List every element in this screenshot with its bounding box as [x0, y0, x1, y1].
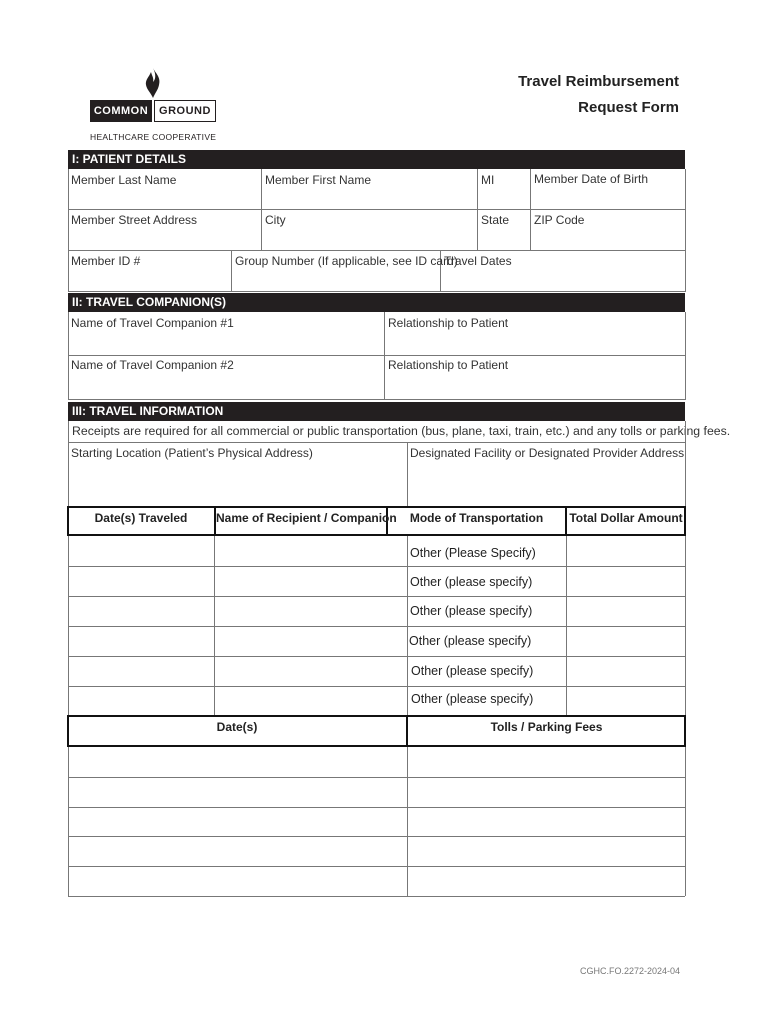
form-code: CGHC.FO.2272-2024-04	[580, 966, 681, 976]
field-companion-1-name[interactable]: Name of Travel Companion #1	[71, 316, 234, 330]
field-companion-2-relationship[interactable]: Relationship to Patient	[388, 358, 509, 372]
section-travel-companions-header: II: TRAVEL COMPANION(S)	[68, 293, 685, 312]
field-street-address[interactable]: Member Street Address	[71, 213, 198, 227]
field-starting-location[interactable]: Starting Location (Patient’s Physical Address)	[71, 446, 313, 460]
field-companion-2-name[interactable]: Name of Travel Companion #2	[71, 358, 234, 372]
logo-subtitle: HEALTHCARE COOPERATIVE	[90, 132, 217, 142]
logo	[90, 68, 218, 144]
col-toll-dates: Date(s)	[216, 720, 258, 734]
form-title-line1: Travel Reimbursement	[518, 73, 679, 90]
field-city[interactable]: City	[265, 213, 286, 227]
form-title-line2: Request Form	[578, 99, 679, 116]
col-mode-transport: Mode of Transportation	[409, 511, 544, 525]
mode-select-row3[interactable]: Other (please specify)	[410, 604, 533, 618]
flame-icon	[142, 68, 164, 98]
field-zip-code[interactable]: ZIP Code	[534, 213, 585, 227]
section-patient-details-header: I: PATIENT DETAILS	[68, 150, 685, 169]
field-member-id[interactable]: Member ID #	[71, 254, 141, 268]
section-travel-information-header: III: TRAVEL INFORMATION	[68, 402, 685, 421]
field-companion-1-relationship[interactable]: Relationship to Patient	[388, 316, 509, 330]
mode-select-row5[interactable]: Other (please specify)	[411, 664, 534, 678]
col-tolls-parking-fees: Tolls / Parking Fees	[490, 720, 603, 734]
field-mi[interactable]: MI	[481, 173, 495, 187]
col-total-amount: Total Dollar Amount	[569, 511, 683, 525]
field-date-of-birth[interactable]: Member Date of Birth	[534, 172, 649, 186]
field-state[interactable]: State	[481, 213, 510, 227]
mode-select-row1[interactable]: Other (Please Specify)	[410, 546, 536, 560]
mode-select-row4[interactable]: Other (please specify)	[409, 634, 532, 648]
logo-ground: GROUND	[154, 100, 216, 122]
field-group-number[interactable]: Group Number (If applicable, see ID card)	[235, 254, 458, 268]
field-facility-address[interactable]: Designated Facility or Designated Provider Address	[410, 446, 685, 460]
col-dates-traveled: Date(s) Traveled	[94, 511, 188, 525]
mode-select-row2[interactable]: Other (please specify)	[410, 575, 533, 589]
col-recipient-name: Name of Recipient / Companion	[216, 511, 397, 525]
mode-select-row6[interactable]: Other (please specify)	[411, 692, 534, 706]
field-member-last-name[interactable]: Member Last Name	[71, 173, 177, 187]
logo-common: COMMON	[90, 100, 152, 122]
field-travel-dates[interactable]: Travel Dates	[444, 254, 512, 268]
receipts-note: Receipts are required for all commercial or public transportation (bus, plane, taxi, train, etc.) and any tolls or parking fees.	[72, 424, 731, 438]
field-member-first-name[interactable]: Member First Name	[265, 173, 372, 187]
